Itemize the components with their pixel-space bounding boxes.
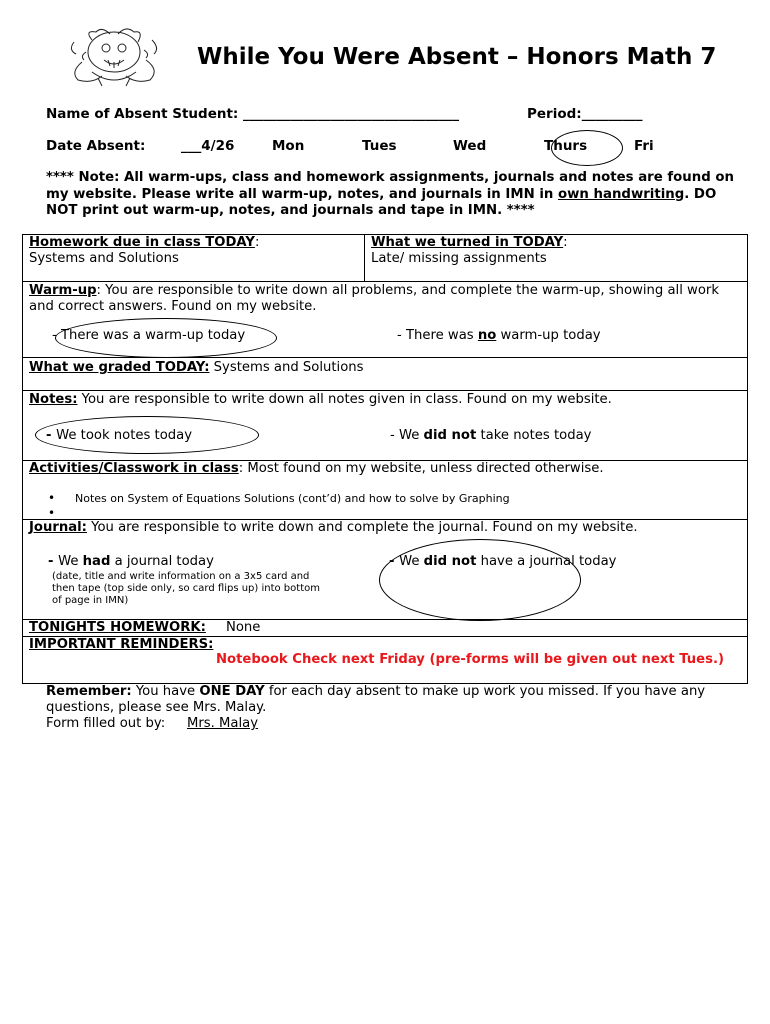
- turned-in-label: What we turned in TODAY:: [371, 235, 568, 250]
- remember-note: Remember: You have ONE DAY for each day absent to make up work you missed. If you have any questions, please see Mrs. Malay.: [46, 684, 706, 715]
- warmup-yes-circle-mark: [55, 318, 277, 358]
- column-divider: [364, 234, 365, 281]
- warmup-instructions: Warm-up: You are responsible to write down all problems, and complete the warm-up, showing all work and correct answers. Found on my website.: [29, 283, 719, 314]
- period-blank[interactable]: _________: [581, 106, 643, 122]
- activity-item: Notes on System of Equations Solutions (cont’d) and how to solve by Graphing: [75, 492, 510, 505]
- notes-yes-option[interactable]: - We took notes today: [46, 428, 193, 443]
- reminders-label: IMPORTANT REMINDERS:: [29, 637, 214, 652]
- bullet-marker: •: [48, 491, 56, 505]
- student-name-label: Name of Absent Student:: [46, 106, 244, 122]
- instructions-note: [46, 170, 736, 220]
- student-name-blank[interactable]: ________________________________: [243, 106, 460, 122]
- bulldog-mascot-logo: [62, 22, 166, 88]
- activities-instructions: Activities/Classwork in class: Most found on my website, unless directed otherwise.: [29, 461, 604, 476]
- tonight-homework-value: None: [226, 620, 261, 635]
- day-wed[interactable]: Wed: [453, 138, 487, 154]
- journal-yes-detail: (date, title and write information on a 3x5 card and then tape (top side only, so card flips up) into bottom of page in IMN): [52, 571, 320, 606]
- filled-by-label: Form filled out by:: [46, 716, 166, 731]
- period-row: [527, 106, 642, 122]
- note-underlined: own handwriting: [558, 186, 685, 202]
- bullet-marker: •: [48, 506, 56, 520]
- homework-due-label: Homework due in class TODAY:: [29, 235, 260, 250]
- day-tues[interactable]: Tues: [362, 138, 397, 154]
- period-label: Period:: [527, 106, 582, 122]
- journal-no-option[interactable]: - We did not have a journal today: [389, 554, 617, 569]
- homework-due-value: Systems and Solutions: [29, 251, 179, 266]
- warmup-no-option[interactable]: - There was no warm-up today: [397, 328, 601, 343]
- day-fri[interactable]: Fri: [634, 138, 654, 154]
- page-title: While You Were Absent – Honors Math 7: [197, 44, 717, 70]
- thurs-circle-mark: [551, 130, 623, 166]
- filled-by-value[interactable]: Mrs. Malay: [187, 716, 259, 731]
- reminder-text: Notebook Check next Friday (pre-forms will be given out next Tues.): [216, 652, 724, 667]
- warmup-yes-option[interactable]: - There was a warm-up today: [52, 328, 246, 343]
- student-name-row: [46, 106, 459, 122]
- journal-no-circle-mark: [379, 539, 581, 621]
- note-text-2: . DO NOT print out warm-up, notes, and journals and tape in IMN. ****: [46, 186, 717, 218]
- date-absent-label: Date Absent:: [46, 138, 146, 154]
- day-thurs[interactable]: Thurs: [544, 138, 588, 154]
- date-absent-value[interactable]: ___4/26: [181, 138, 235, 154]
- note-text-1: **** Note: All warm-ups, class and homework assignments, journals and notes are found on my website. Please write all warm-up, notes, and journals in IMN in: [46, 170, 734, 202]
- day-mon[interactable]: Mon: [272, 138, 305, 154]
- notes-no-option[interactable]: - We did not take notes today: [390, 428, 592, 443]
- notes-instructions: Notes: You are responsible to write down all notes given in class. Found on my website.: [29, 392, 612, 407]
- row-divider: [22, 357, 748, 358]
- tonight-homework-row: TONIGHTS HOMEWORK:: [29, 620, 206, 635]
- turned-in-value: Late/ missing assignments: [371, 251, 547, 266]
- row-divider: [22, 390, 748, 391]
- graded-row: What we graded TODAY: Systems and Solutions: [29, 360, 364, 375]
- journal-yes-option[interactable]: - We had a journal today: [48, 554, 214, 569]
- notes-yes-circle-mark: [35, 416, 259, 454]
- journal-instructions: Journal: You are responsible to write down and complete the journal. Found on my website.: [29, 520, 638, 535]
- row-divider: [22, 281, 748, 282]
